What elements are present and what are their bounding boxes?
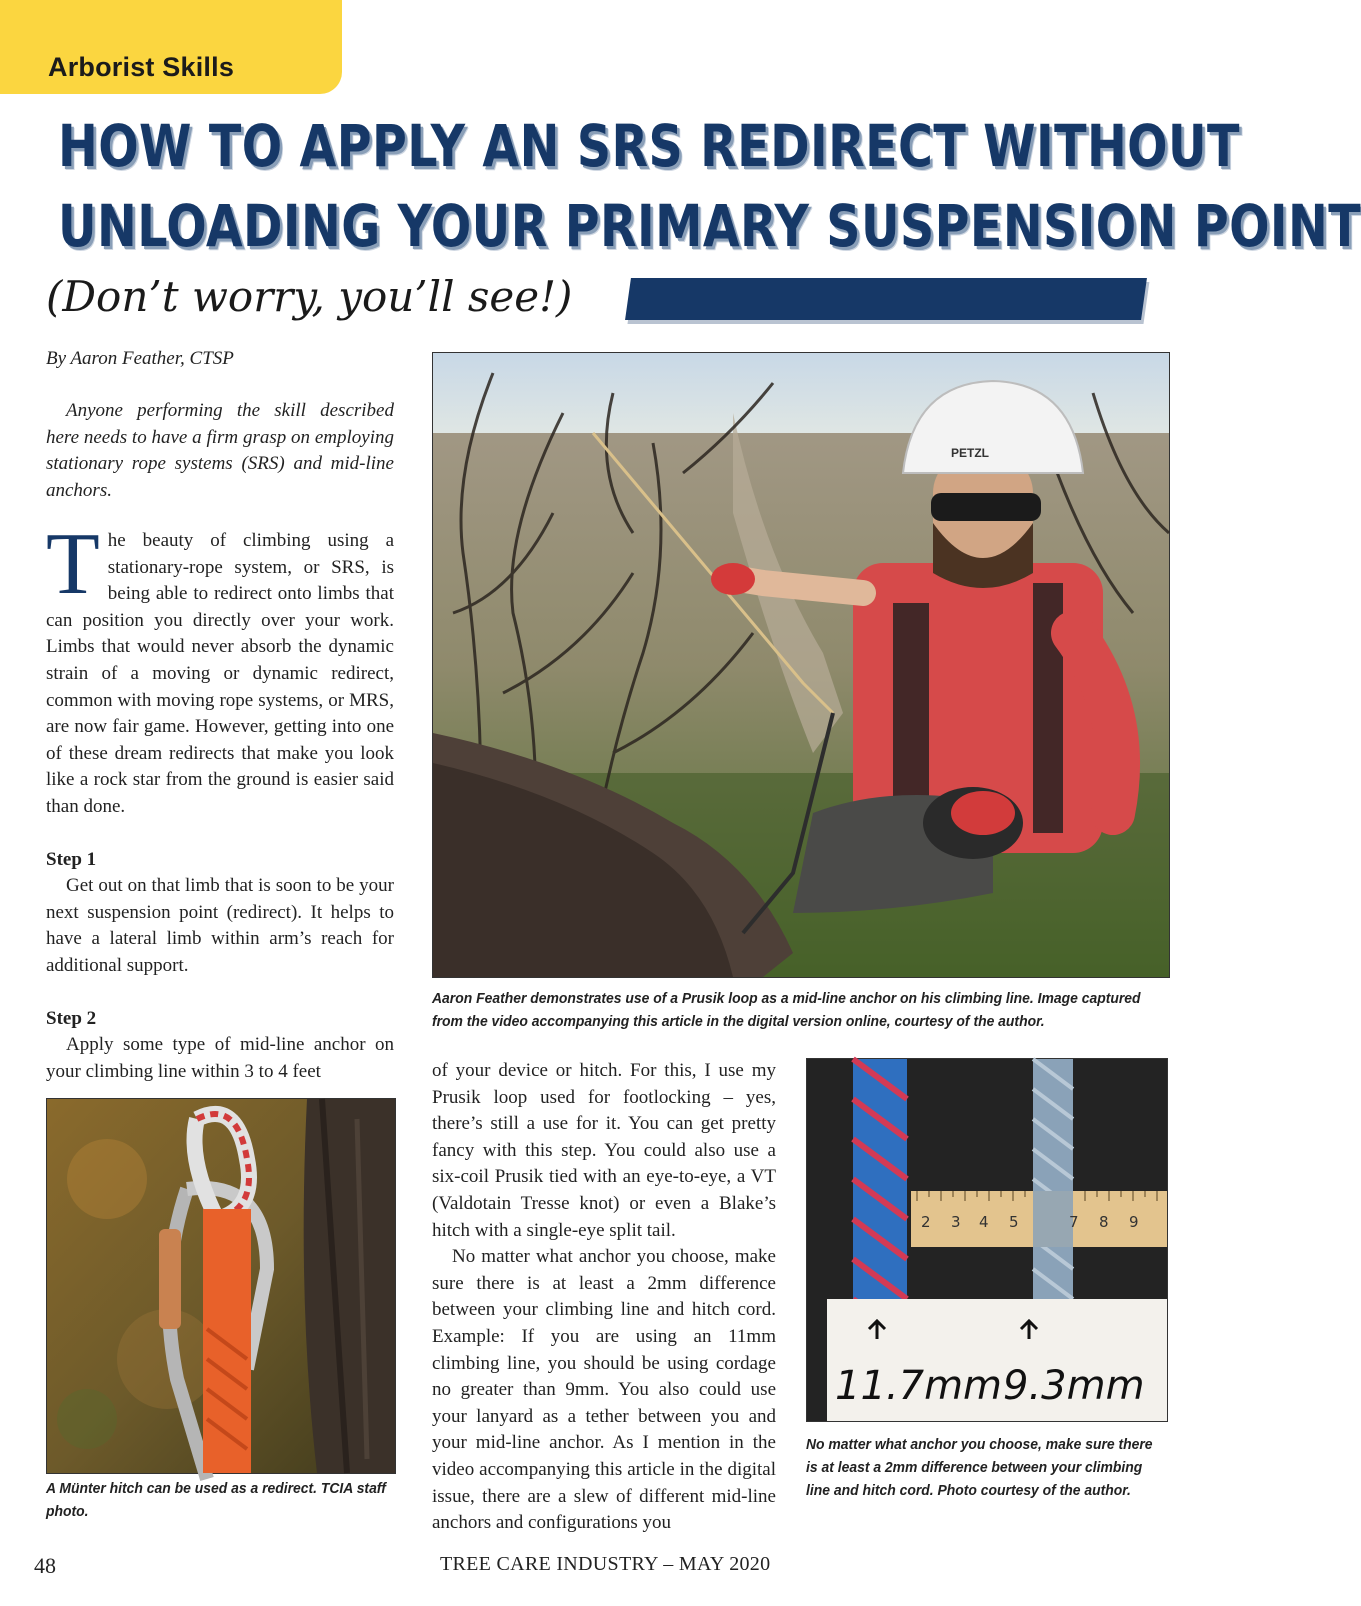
article-headline — [58, 106, 1361, 266]
ruler-8: 8 — [1099, 1213, 1109, 1231]
body-column-2 — [432, 1058, 776, 1537]
rope-label-right: 9.3mm — [1003, 1363, 1145, 1409]
page-number: 48 — [34, 1553, 56, 1578]
ruler-5: 5 — [1009, 1213, 1019, 1231]
body-paragraph-1-text: he beauty of climbing using a stationary-rope system, or SRS, is being able to redirect onto limbs that can position you directly over your work. Limbs that would never absorb the dynamic strain of a moving or dynamic redirect, common with moving rope systems, or MRS, are now fair game. However, getting into one of these dream redirects that make you look like a rock star from the ground is easier said than done. — [46, 530, 394, 817]
intro-paragraph — [46, 398, 394, 504]
ruler-7: 7 — [1069, 1213, 1079, 1231]
step-1-text: Get out on that limb that is soon to be your next suspension point (redirect). It helps to have a lateral limb within arm’s reach for additional support. — [46, 875, 394, 976]
section-tag — [0, 0, 342, 94]
ruler-4: 4 — [979, 1213, 989, 1231]
article-subtitle: (Don’t worry, you’ll see!) — [46, 272, 573, 321]
ruler-3: 3 — [951, 1213, 961, 1231]
headline-line-2: UNLOADING YOUR PRIMARY SUSPENSION POINT — [58, 192, 1361, 260]
rope-comparison-caption: No matter what anchor you choose, make sure there is at least a 2mm difference between your climbing line and hitch cord. Photo courtesy of the author. — [806, 1437, 1153, 1499]
ruler-9: 9 — [1129, 1213, 1139, 1231]
section-tag-label: Arborist Skills — [48, 52, 235, 82]
publication-footer: TREE CARE INDUSTRY – MAY 2020 — [440, 1553, 771, 1575]
body2-paragraph-2: No matter what anchor you choose, make sure there is at least a 2mm difference between your climbing line and hitch cord. Example: If you are using an 11mm climbing line, you should be using cordage no greater than 9mm. You also could use your lanyard as a tether between you and your mid-line anchor. As I mention in the video accompanying this article in the digital issue, there are a slew of different mid-line anchors and configurations you — [432, 1246, 776, 1534]
step-2-heading: Step 2 — [46, 1007, 97, 1029]
byline: By Aaron Feather, CTSP — [46, 348, 234, 369]
body-paragraph-1 — [46, 516, 394, 821]
step-1-heading: Step 1 — [46, 848, 97, 870]
ruler-2: 2 — [921, 1213, 931, 1231]
step-2-text: Apply some type of mid-line anchor on your climbing line within 3 to 4 feet — [46, 1034, 394, 1082]
rope-comparison-photo — [806, 1058, 1168, 1422]
headline-line-1: HOW TO APPLY AN SRS REDIRECT WITHOUT — [58, 112, 1240, 180]
body2-paragraph-1: of your device or hitch. For this, I use my Prusik loop used for footlocking – yes, there’s still a use for it. You can get pretty fancy with this step. You could also use a six-coil Prusik tied with an eye-to-eye, a VT (Valdotain Tresse knot) or even a Blake’s hitch with a single-eye split tail. — [432, 1060, 776, 1241]
drop-cap: T — [46, 516, 100, 613]
main-photo — [432, 352, 1170, 978]
intro-text: Anyone performing the skill described here needs to have a firm grasp on employing stationary rope systems (SRS) and mid-line anchors. — [46, 400, 394, 501]
munter-hitch-caption: A Münter hitch can be used as a redirect. TCIA staff photo. — [46, 1481, 386, 1520]
decorative-bar — [625, 278, 1147, 320]
munter-hitch-photo — [46, 1098, 396, 1474]
body-column-1 — [46, 516, 394, 1085]
rope-label-left: 11.7mm — [835, 1363, 1002, 1409]
helmet-brand-text: PETZL — [951, 446, 989, 460]
main-photo-caption: Aaron Feather demonstrates use of a Prusik loop as a mid-line anchor on his climbing line. Image captured from the video accompanying this article in the digital version online, courtesy of the author. — [432, 991, 1141, 1030]
